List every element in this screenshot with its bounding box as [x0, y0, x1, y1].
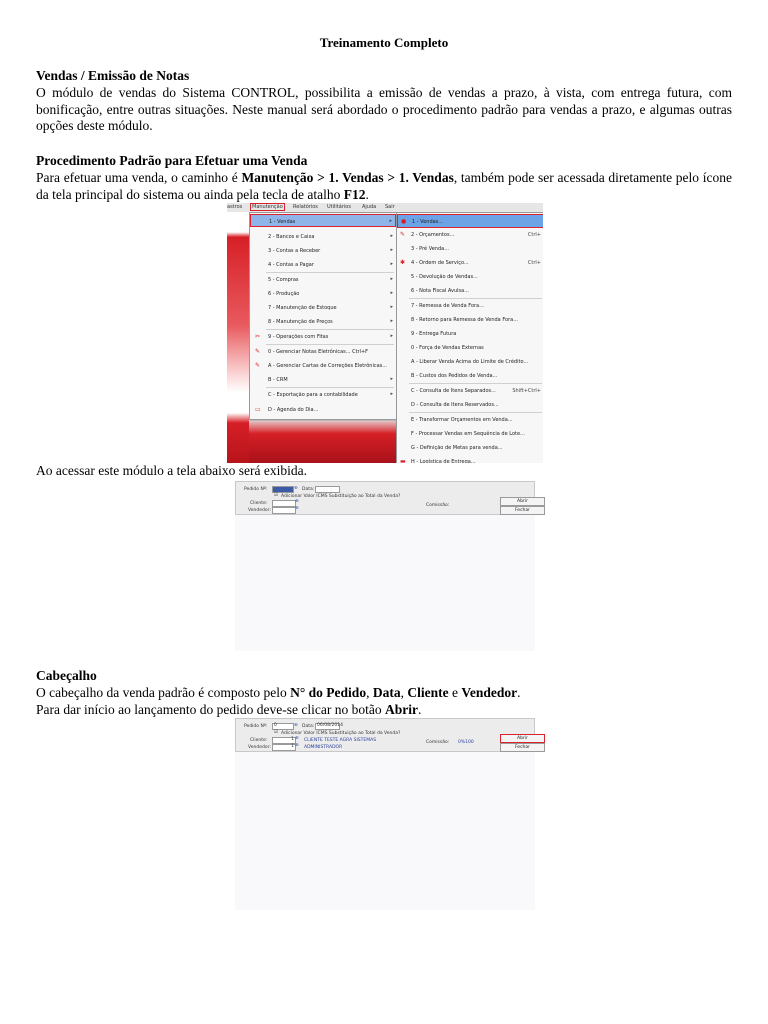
menu-item[interactable]: [250, 244, 396, 257]
section-text-vendas: O módulo de vendas do Sistema CONTROL, possibilita a emissão de vendas a prazo, à vista, com entrega futura, com bonificação, entre outras situações. Neste manual será abordado o procedimento padrão para vendas a prazo, e algumas outras opções deste módulo.: [36, 85, 732, 133]
menu-item-label: 9 - Operações com Fitas: [268, 334, 329, 340]
text-fragment: .: [418, 702, 422, 717]
bold-term: Data: [372, 685, 401, 700]
pedido-label: Pedido Nº:: [244, 487, 268, 492]
menubar-item-ajuda[interactable]: Ajuda: [362, 204, 377, 210]
menu-item-label: F - Processar Vendas em Sequência de Lote...: [411, 431, 525, 437]
menu-item[interactable]: [250, 330, 396, 343]
menu-item-label: 1 - Vendas: [269, 219, 296, 225]
form-header: [235, 718, 535, 752]
comissao-value: 0%100: [458, 740, 474, 745]
text-fragment: e: [448, 685, 462, 700]
menu-item[interactable]: [397, 398, 543, 412]
menu-item-vendas[interactable]: [250, 214, 396, 227]
menu-item[interactable]: [250, 403, 396, 416]
form-screenshot-empty: [235, 481, 535, 651]
menubar-item-relatorios[interactable]: Relatórios: [293, 204, 318, 210]
search-icon[interactable]: ⊕: [295, 499, 299, 504]
menu-item-label: C - Exportação para a contabilidade: [268, 392, 358, 398]
chevron-right-icon: ▸: [390, 276, 393, 282]
chevron-right-icon: ▸: [390, 304, 393, 310]
bold-term: Vendedor: [461, 685, 518, 700]
menu-item-label: D - Agenda do Dia...: [268, 407, 319, 413]
pedido-label: Pedido Nº:: [244, 724, 268, 729]
menubar-item-sair[interactable]: Sair: [385, 204, 395, 210]
vendedor-input[interactable]: [272, 507, 296, 514]
bold-term: N° do Pedido: [290, 685, 367, 700]
menubar-item-utilitarios[interactable]: Utilitários: [327, 204, 351, 210]
truck-icon: ▬: [400, 458, 406, 463]
cliente-label: Cliente:: [250, 501, 268, 506]
document-icon: ✎: [400, 231, 406, 238]
text-fragment: O cabeçalho da venda padrão é composto pelo: [36, 685, 291, 700]
cliente-input[interactable]: [272, 737, 296, 744]
abrir-button[interactable]: Abrir: [500, 497, 545, 506]
menu-item-label: 3 - Contas a Receber: [268, 248, 321, 254]
tape-icon: ✂: [255, 333, 261, 340]
menu-item[interactable]: [397, 427, 543, 441]
section-heading-vendas: Vendas / Emissão de Notas: [36, 68, 190, 83]
text-fragment: Para efetuar uma venda, o caminho é: [36, 170, 242, 185]
menu-item[interactable]: [397, 228, 543, 242]
form-screenshot-filled: [235, 718, 535, 910]
search-icon[interactable]: ⊕: [295, 736, 299, 741]
calendar-icon: ▭: [255, 406, 261, 413]
menu-item[interactable]: [397, 455, 543, 463]
menu-item[interactable]: [397, 369, 543, 383]
icms-checkbox-label: Adicionar Valor ICMS Substituição ao Total da Venda?: [281, 731, 401, 736]
menu-item[interactable]: [250, 230, 396, 243]
menu-item-label: 7 - Manutenção de Estoque: [268, 305, 337, 311]
data-label: Data:: [302, 724, 315, 729]
menu-item-label: E - Transformar Orçamentos em Venda...: [411, 417, 513, 423]
menu-item[interactable]: [397, 341, 543, 355]
menu-item-label: 9 - Entrega Futura: [411, 331, 457, 337]
cart-icon: ●: [401, 218, 407, 225]
data-input[interactable]: [315, 723, 343, 730]
section-text-cabecalho: [36, 685, 732, 702]
submenu-vendas: [396, 212, 543, 463]
menu-item[interactable]: [397, 256, 543, 270]
menu-item-label: 2 - Orçamentos...: [411, 232, 455, 238]
chevron-right-icon: ▸: [390, 333, 393, 339]
wrench-icon: ✱: [400, 259, 406, 266]
menu-item-label: 6 - Produção: [268, 291, 300, 297]
menu-item-label: 1 - Vendas...: [412, 219, 444, 225]
document-icon: ✎: [255, 348, 261, 355]
cliente-input[interactable]: [272, 500, 296, 507]
checkbox-icon[interactable]: ☑: [274, 493, 279, 498]
abrir-button[interactable]: Abrir: [500, 734, 545, 743]
data-value: 06/08/2014: [317, 723, 343, 728]
menubar-item-manutencao[interactable]: Manutenção: [252, 204, 283, 210]
menu-item-label: 4 - Contas a Pagar: [268, 262, 314, 268]
menu-item-label: C - Consulta de Itens Separados...: [411, 388, 496, 394]
section-text-procedimento: [36, 170, 732, 203]
menu-item[interactable]: [397, 441, 543, 455]
section-heading-procedimento: Procedimento Padrão para Efetuar uma Venda: [36, 153, 308, 168]
submenu-manutencao: [249, 212, 397, 420]
menu-item-label: 0 - Força de Vendas Externas: [411, 345, 484, 351]
vendedor-code: 1: [291, 744, 294, 749]
menu-screenshot: [227, 203, 543, 463]
menu-item[interactable]: [397, 355, 543, 369]
menu-item-label: A - Gerenciar Cartas de Correções Eletrônicas...: [268, 363, 388, 369]
bold-term: Abrir: [385, 702, 418, 717]
text-fragment: ,: [400, 685, 408, 700]
menu-item[interactable]: [397, 299, 543, 313]
menu-item[interactable]: [397, 242, 543, 256]
menu-shortcut: Shift+Ctrl+: [512, 388, 541, 394]
text-after-menu: Ao acessar este módulo a tela abaixo será exibida.: [36, 463, 308, 478]
data-label: Data:: [302, 487, 315, 492]
menu-item[interactable]: [250, 273, 396, 286]
text-fragment: .: [365, 186, 369, 202]
section-heading-cabecalho: Cabeçalho: [36, 668, 97, 683]
comissao-label: Comissão:: [426, 740, 450, 745]
menu-item[interactable]: [250, 373, 396, 386]
menu-item-label: 2 - Bancos e Caixa: [268, 234, 315, 240]
chevron-right-icon: ▸: [389, 218, 392, 224]
menu-item-label: A - Liberar Venda Acima do Limite de Crédito...: [411, 359, 529, 365]
data-input[interactable]: [315, 486, 340, 493]
menu-item-label: 6 - Nota Fiscal Avulsa...: [411, 288, 469, 294]
page-title: Treinamento Completo: [319, 35, 449, 50]
form-body: [235, 515, 535, 651]
chevron-right-icon: ▸: [390, 290, 393, 296]
menu-item-label: 5 - Compras: [268, 277, 299, 283]
vendedor-input[interactable]: [272, 744, 296, 751]
menu-item[interactable]: [250, 301, 396, 314]
menu-item[interactable]: [250, 315, 396, 328]
vendedor-name: ADMINISTRADOR: [304, 745, 343, 750]
document-icon: ✎: [255, 362, 261, 369]
text-fragment: , também pode ser acessada diretamente pelo ícone da tela principal do sistema ou ainda pela tecla de atalho: [36, 170, 732, 202]
menu-item-label: B - CRM: [268, 377, 288, 383]
chevron-right-icon: ▸: [390, 261, 393, 267]
chevron-right-icon: ▸: [390, 247, 393, 253]
form-body: [235, 752, 535, 910]
menu-item-label: 0 - Gerenciar Notas Eletrônicas... Ctrl+F: [268, 349, 369, 355]
menu-item[interactable]: [250, 287, 396, 300]
text-fragment: ,: [366, 685, 373, 700]
menubar-item[interactable]: astros: [227, 204, 243, 210]
bold-term: Cliente: [407, 685, 449, 700]
chevron-right-icon: ▸: [390, 233, 393, 239]
chevron-right-icon: ▸: [390, 391, 393, 397]
chevron-right-icon: ▸: [390, 318, 393, 324]
search-icon[interactable]: ⊕: [295, 506, 299, 511]
menu-item-label: 3 - Pré Venda...: [411, 246, 449, 252]
search-icon[interactable]: ⊕: [294, 723, 298, 728]
menu-item[interactable]: [397, 284, 543, 298]
menu-item-vendas-window[interactable]: [397, 214, 543, 228]
checkbox-icon[interactable]: ☑: [274, 730, 279, 735]
cliente-code: 1: [291, 737, 294, 742]
shortcut-key: F12: [343, 186, 366, 202]
menu-shortcut: Ctrl+: [527, 232, 541, 238]
pedido-input[interactable]: [272, 723, 294, 730]
fechar-button[interactable]: Fechar: [500, 743, 545, 752]
comissao-label: Comissão:: [426, 503, 450, 508]
menu-item[interactable]: [397, 413, 543, 427]
menu-shortcut: Ctrl+: [527, 260, 541, 266]
menu-item[interactable]: [250, 359, 396, 372]
desktop-background: [227, 212, 249, 463]
menu-item-label: 5 - Devolução de Vendas...: [411, 274, 478, 280]
search-icon[interactable]: ⊕: [294, 486, 298, 491]
text-fragment: Para dar início ao lançamento do pedido deve-se clicar no botão: [36, 702, 385, 717]
search-icon[interactable]: ⊕: [295, 743, 299, 748]
menu-item-label: D - Consulta de Itens Reservados...: [411, 402, 499, 408]
text-fragment: .: [517, 685, 521, 700]
icms-checkbox-label: Adicionar Valor ICMS Substituição ao Total da Venda?: [281, 494, 401, 499]
chevron-right-icon: ▸: [390, 376, 393, 382]
menu-item[interactable]: [397, 270, 543, 284]
menu-item[interactable]: [250, 345, 396, 358]
form-header: [235, 481, 535, 515]
menu-item[interactable]: [397, 384, 543, 398]
desktop-background: [249, 418, 396, 463]
vendedor-label: Vendedor:: [248, 508, 271, 513]
menu-item[interactable]: [397, 327, 543, 341]
menu-item-label: G - Definição de Metas para venda...: [411, 445, 503, 451]
menu-item-label: 8 - Retorno para Remessa de Venda Fora...: [411, 317, 518, 323]
menu-item-label: H - Logística de Entrega...: [411, 459, 476, 463]
menu-item-label: 4 - Ordem de Serviço...: [411, 260, 469, 266]
menu-path: Manutenção > 1. Vendas > 1. Vendas: [241, 170, 454, 185]
pedido-value: 0: [274, 723, 277, 728]
menu-item[interactable]: [250, 388, 396, 401]
cliente-name: CLIENTE TESTE AGRA SISTEMAS: [304, 738, 377, 743]
menu-item-label: B - Custos dos Pedidos de Venda...: [411, 373, 498, 379]
fechar-button[interactable]: Fechar: [500, 506, 545, 515]
vendedor-label: Vendedor:: [248, 745, 271, 750]
menu-item[interactable]: [397, 313, 543, 327]
pedido-input[interactable]: [272, 486, 294, 493]
section-text-abrir: [36, 702, 732, 719]
menu-item-label: 7 - Remessa de Venda Fora...: [411, 303, 484, 309]
menu-item-label: 8 - Manutenção de Preços: [268, 319, 333, 325]
menu-item[interactable]: [250, 258, 396, 271]
cliente-label: Cliente:: [250, 738, 268, 743]
